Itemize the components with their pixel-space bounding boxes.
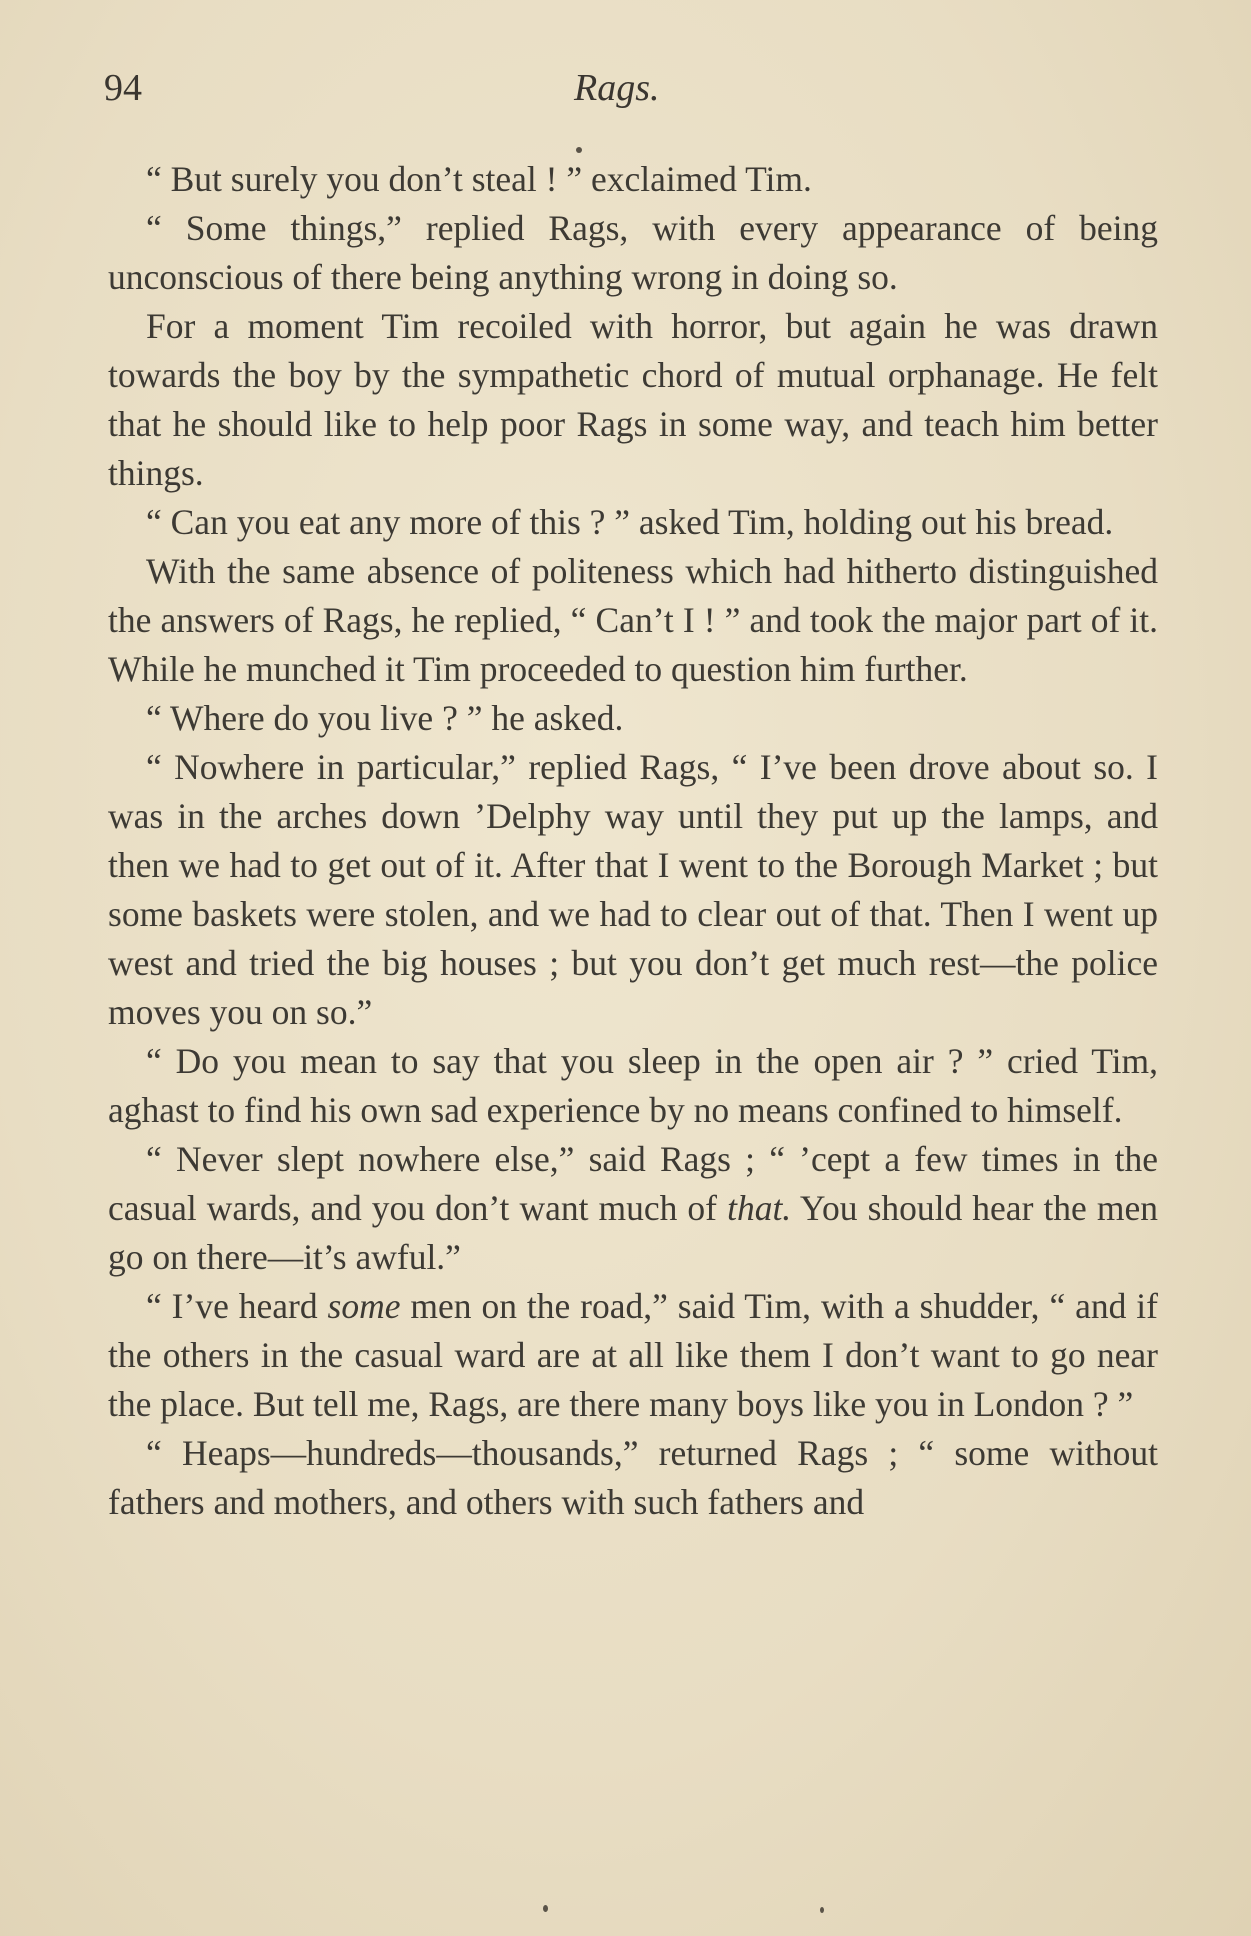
paragraph-text: “ Do you mean to say that you sleep in the open air ? ” cried Tim, aghast to find his own sad experience by no means confined to himself. xyxy=(108,1041,1158,1130)
page-number: 94 xyxy=(104,67,142,109)
paragraph-text: “ Nowhere in particular,” replied Rags, “ I’ve been drove about so. I was in the arches down ’Delphy way until they put up the lamps, and then we had to get out of it. After that I went to the Borough Market ; but some baskets were stolen, and we had to clear out of that. Then I went up west and tried the big houses ; but you don’t get much rest—the police moves you on so.” xyxy=(108,747,1158,1032)
paragraph-text: “ I’ve heard xyxy=(146,1286,328,1326)
body-text xyxy=(108,155,1158,1527)
paragraph xyxy=(108,547,1158,694)
paragraph xyxy=(108,1135,1158,1282)
paragraph-text: “ But surely you don’t steal ! ” exclaimed Tim. xyxy=(146,159,812,199)
paragraph xyxy=(108,498,1158,547)
paragraph xyxy=(108,694,1158,743)
paragraph-text: “ Where do you live ? ” he asked. xyxy=(146,698,624,738)
italic-text: some xyxy=(327,1286,401,1326)
paragraph-text: For a moment Tim recoiled with horror, but again he was drawn towards the boy by the sympathetic chord of mutual orphanage. He felt that he should like to help poor Rags in some way, and teach him better things. xyxy=(108,306,1158,493)
paragraph xyxy=(108,1037,1158,1135)
paragraph-text: men on the road,” said Tim, with a shudder, “ and if the others in the casual ward are at all like them I don’t want to go near the place. But tell me, Rags, are there many boys like you in London ? ” xyxy=(108,1286,1158,1424)
paragraph xyxy=(108,302,1158,498)
paragraph xyxy=(108,1282,1158,1429)
paper-speck xyxy=(543,1905,548,1912)
paragraph-text: “ Never slept nowhere else,” said Rags ; “ ’cept a few times in the casual wards, and you don’t want much of xyxy=(108,1139,1158,1228)
paragraph-text: “ Can you eat any more of this ? ” asked Tim, holding out his bread. xyxy=(146,502,1114,542)
paragraph xyxy=(108,743,1158,1037)
paragraph-text: “ Some things,” replied Rags, with every appearance of being unconscious of there being anything wrong in doing so. xyxy=(108,208,1158,297)
paragraph-text: With the same absence of politeness which had hitherto distinguished the answers of Rags, he replied, “ Can’t I ! ” and took the major part of it. While he munched it Tim proceeded to question him further. xyxy=(108,551,1158,689)
paragraph xyxy=(108,155,1158,204)
paragraph-text: “ Heaps—hundreds—thousands,” returned Rags ; “ some without fathers and mothers, and others with such fathers and xyxy=(108,1433,1158,1522)
running-title: Rags. xyxy=(574,67,660,109)
paragraph-text: You should hear the men go on there—it’s awful.” xyxy=(108,1188,1158,1277)
paper-speck xyxy=(576,147,582,153)
paragraph xyxy=(108,1429,1158,1527)
paper-speck xyxy=(820,1907,824,1913)
running-head xyxy=(104,66,1158,122)
italic-text: that. xyxy=(727,1188,792,1228)
paragraph xyxy=(108,204,1158,302)
